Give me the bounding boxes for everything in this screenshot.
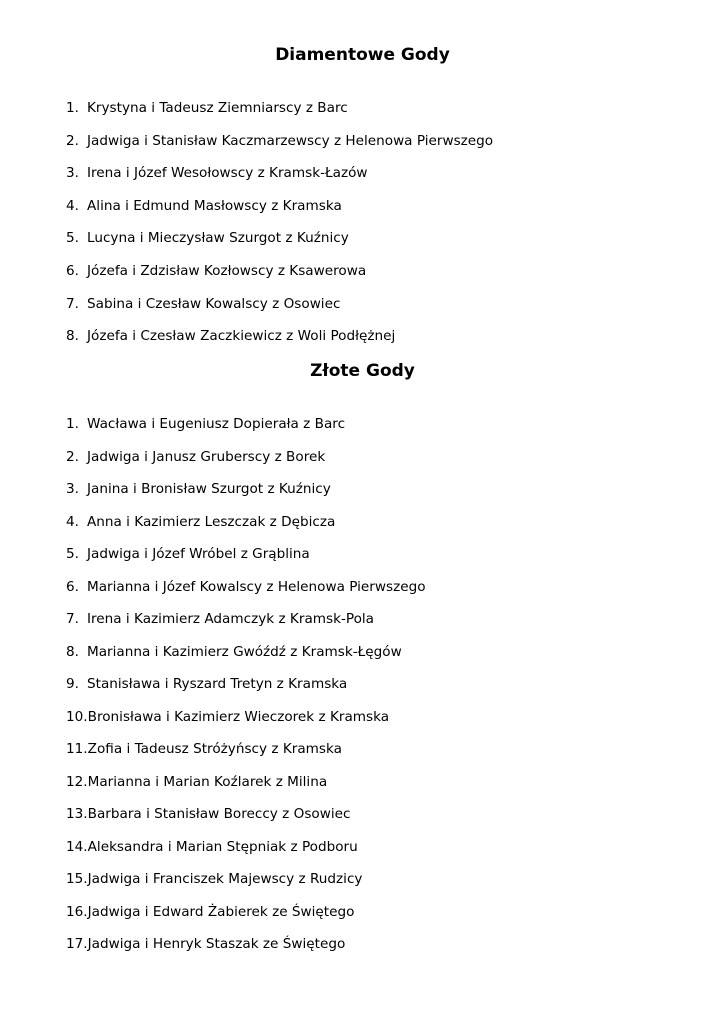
item-text: Janina i Bronisław Szurgot z Kuźnicy — [87, 481, 331, 497]
list-item — [66, 479, 426, 512]
list-item — [66, 131, 493, 164]
item-text: Sabina i Czesław Kowalscy z Osowiec — [87, 295, 341, 312]
item-number: 11. — [66, 741, 88, 757]
list-item — [66, 163, 493, 196]
item-text: Jadwiga i Józef Wróbel z Grąblina — [87, 546, 310, 562]
zlote-gody-list — [66, 414, 426, 967]
list-item — [66, 707, 426, 740]
list-item — [66, 512, 426, 545]
list-item — [66, 804, 426, 837]
item-number: 1. — [66, 100, 79, 116]
list-item — [66, 196, 493, 229]
item-number: 16. — [66, 903, 88, 920]
item-text: Jadwiga i Henryk Staszak ze Świętego — [87, 936, 346, 952]
item-number: 5. — [66, 230, 79, 247]
list-item — [66, 294, 493, 327]
list-item — [66, 772, 426, 805]
item-text: Jadwiga i Franciszek Majewscy z Rudzicy — [87, 871, 363, 887]
item-text: Aleksandra i Marian Stępniak z Podboru — [87, 838, 358, 855]
section-title-zlote-gody: Złote Gody — [310, 361, 415, 381]
list-item — [66, 577, 426, 610]
list-item — [66, 544, 426, 577]
item-text: Józefa i Czesław Zaczkiewicz z Woli Podłężnej — [87, 328, 396, 345]
item-text: Jadwiga i Edward Żabierek ze Świętego — [87, 903, 355, 920]
item-text: Anna i Kazimierz Leszczak z Dębicza — [87, 513, 336, 530]
item-number: 5. — [66, 546, 79, 562]
item-text: Krystyna i Tadeusz Ziemniarscy z Barc — [87, 100, 348, 116]
section-title-diamentowe-gody: Diamentowe Gody — [275, 45, 450, 65]
item-number: 17. — [66, 936, 88, 952]
list-item — [66, 98, 493, 131]
item-number: 2. — [66, 448, 79, 465]
list-item — [66, 934, 426, 967]
item-text: Józefa i Zdzisław Kozłowscy z Ksawerowa — [87, 262, 367, 279]
list-item — [66, 674, 426, 707]
item-number: 7. — [66, 611, 79, 627]
item-number: 15. — [66, 871, 88, 887]
item-text: Jadwiga i Janusz Gruberscy z Borek — [87, 448, 326, 465]
item-number: 4. — [66, 197, 79, 214]
item-number: 6. — [66, 262, 79, 279]
item-number: 13. — [66, 806, 88, 822]
item-number: 7. — [66, 295, 79, 312]
list-item — [66, 228, 493, 261]
item-number: 8. — [66, 328, 79, 345]
item-text: Irena i Józef Wesołowscy z Kramsk-Łazów — [87, 165, 368, 182]
item-number: 3. — [66, 481, 79, 497]
item-number: 1. — [66, 416, 79, 432]
item-text: Bronisława i Kazimierz Wieczorek z Kramska — [87, 708, 390, 725]
list-item — [66, 739, 426, 772]
item-text: Alina i Edmund Masłowscy z Kramska — [87, 197, 342, 214]
list-item — [66, 869, 426, 902]
list-item — [66, 837, 426, 870]
list-item — [66, 414, 426, 447]
item-text: Marianna i Marian Koźlarek z Milina — [87, 773, 328, 790]
item-number: 2. — [66, 132, 79, 149]
item-text: Irena i Kazimierz Adamczyk z Kramsk-Pola — [87, 611, 375, 627]
item-number: 8. — [66, 643, 79, 660]
item-text: Lucyna i Mieczysław Szurgot z Kuźnicy — [87, 230, 349, 247]
item-text: Zofia i Tadeusz Stróżyńscy z Kramska — [87, 741, 342, 757]
item-number: 4. — [66, 513, 79, 530]
diamentowe-gody-list — [66, 98, 493, 359]
list-item — [66, 447, 426, 480]
list-item — [66, 261, 493, 294]
item-text: Marianna i Józef Kowalscy z Helenowa Pierwszego — [87, 578, 426, 595]
item-text: Stanisława i Ryszard Tretyn z Kramska — [87, 676, 348, 692]
item-number: 3. — [66, 165, 79, 182]
item-text: Jadwiga i Stanisław Kaczmarzewscy z Helenowa Pierwszego — [87, 132, 494, 149]
list-item — [66, 642, 426, 675]
item-number: 10. — [66, 708, 88, 725]
list-item — [66, 326, 493, 359]
item-number: 6. — [66, 578, 79, 595]
item-number: 12. — [66, 773, 88, 790]
list-item — [66, 609, 426, 642]
item-number: 9. — [66, 676, 79, 692]
list-item — [66, 902, 426, 935]
item-text: Wacława i Eugeniusz Dopierała z Barc — [87, 416, 346, 432]
item-number: 14. — [66, 838, 88, 855]
item-text: Barbara i Stanisław Boreccy z Osowiec — [87, 806, 351, 822]
item-text: Marianna i Kazimierz Gwóźdź z Kramsk-Łęgów — [87, 643, 402, 660]
